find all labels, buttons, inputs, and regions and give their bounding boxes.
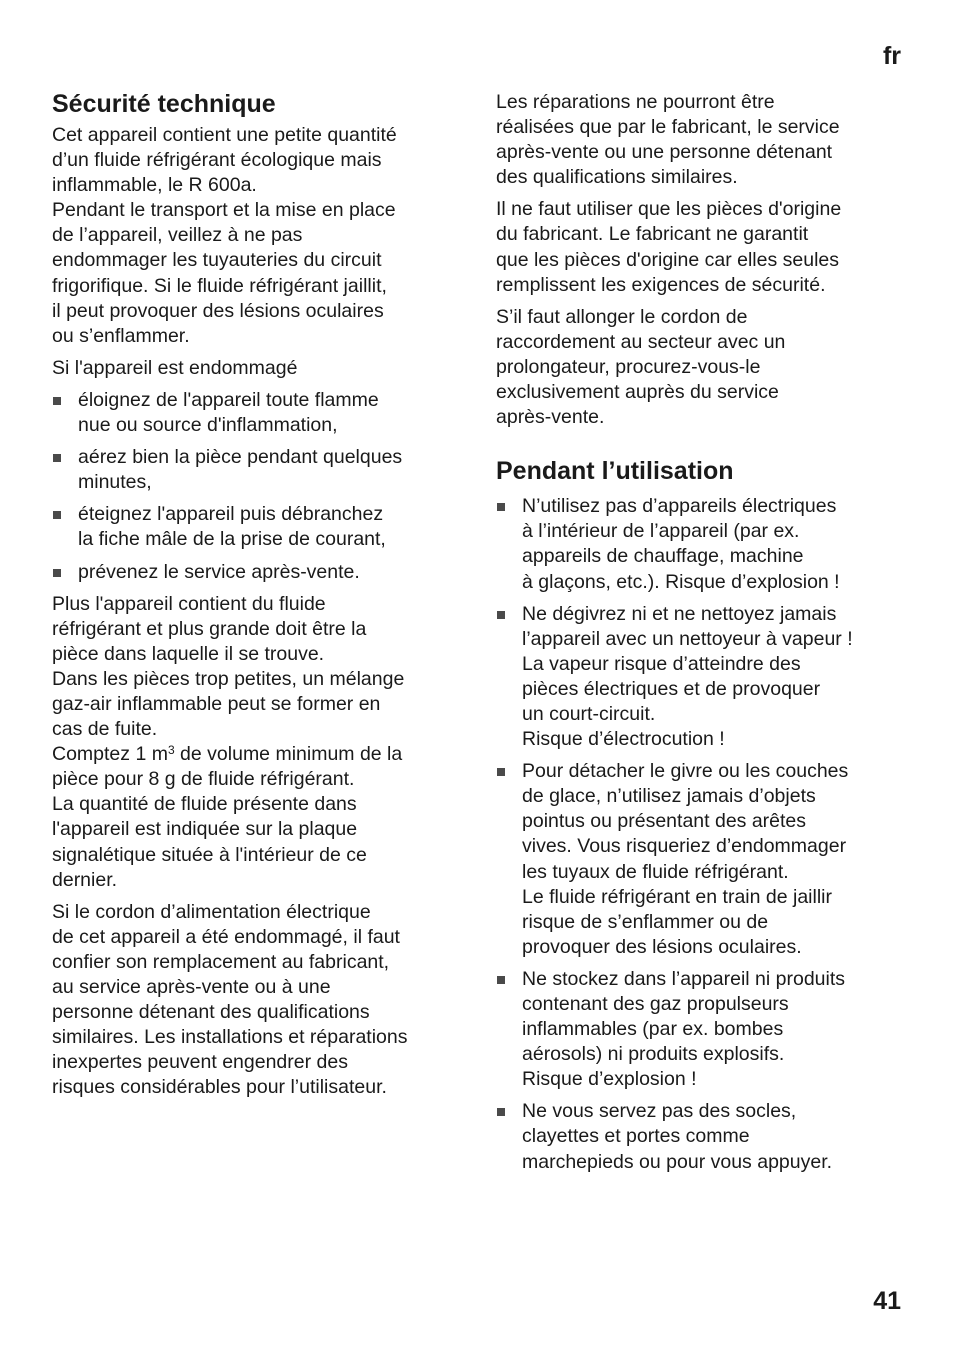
language-tag: fr (882, 42, 901, 70)
text-line: réfrigérant et plus grande doit être la (52, 617, 367, 640)
text-line: après-vente. (496, 406, 605, 429)
bullet-text-line: Ne vous servez pas des socles, (522, 1100, 797, 1123)
text-line: Plus l'appareil contient du fluide (52, 592, 326, 615)
square-bullet-icon (53, 454, 61, 462)
volume-line: Comptez 1 $m^3$ de volume minimum de la (52, 743, 403, 766)
bullet-text-line: Pour détacher le givre ou les couches (522, 760, 849, 783)
bullet-text-line: Risque d’électrocution ! (522, 728, 725, 751)
text-line: de l’appareil, veillez à ne pas (52, 224, 303, 247)
bullet-text-line: de glace, n’utilisez jamais d’objets (522, 785, 816, 808)
text-line: S’il faut allonger le cordon de (496, 305, 748, 328)
bullet-text-line: éteignez l'appareil puis débranchez (78, 503, 384, 526)
square-bullet-icon (53, 397, 61, 405)
bullet-text-line: Ne dégivrez ni et ne nettoyez jamais (522, 602, 837, 625)
bullet-item (496, 967, 902, 1092)
left-column (52, 89, 457, 1107)
text-line: frigorifique. Si le fluide réfrigérant jaillit, (52, 274, 387, 297)
usage-bullet-list (496, 494, 902, 1174)
damaged-label: Si l'appareil est endommagé (52, 356, 298, 379)
bullet-item (496, 759, 902, 960)
bullet-text-line: La vapeur risque d’atteindre des (522, 652, 801, 675)
text-line: similaires. Les installations et réparations (52, 1026, 408, 1049)
text-line: gaz-air inflammable peut se former en (52, 692, 381, 715)
bullet-text-line: inflammables (par ex. bombes (522, 1018, 784, 1041)
page-number: 41 (873, 1287, 901, 1315)
text-line: La quantité de fluide présente dans (52, 793, 357, 816)
square-bullet-icon (497, 503, 505, 511)
bullet-text-line: pièces électriques et de provoquer (522, 677, 821, 700)
text-line: remplissent les exigences de sécurité. (496, 273, 826, 296)
intro-paragraph (52, 123, 457, 349)
bullet-text-line: provoquer des lésions oculaires. (522, 935, 802, 958)
text-line: des qualifications similaires. (496, 166, 738, 189)
bullet-text-line: Ne stockez dans l’appareil ni produits (522, 967, 846, 990)
bullet-text-line: l’appareil avec un nettoyeur à vapeur ! (522, 627, 853, 650)
text-line: il peut provoquer des lésions oculaires (52, 299, 384, 322)
square-bullet-icon (53, 569, 61, 577)
bullet-item (496, 602, 902, 753)
text-line: Si le cordon d’alimentation électrique (52, 900, 371, 923)
bullet-text-line: clayettes et portes comme (522, 1125, 750, 1148)
text-line: signalétique située à l'intérieur de ce (52, 843, 367, 866)
text-line: pièce dans laquelle il se trouve. (52, 642, 325, 665)
text-line: Il ne faut utiliser que les pièces d'origine (496, 198, 842, 221)
bullet-item (496, 1099, 902, 1174)
text-line: inexpertes peuvent engendrer des (52, 1051, 348, 1074)
extension-cord-paragraph (496, 305, 902, 430)
bullet-text-line: à l’intérieur de l’appareil (par ex. (522, 520, 800, 543)
power-cord-paragraph (52, 900, 457, 1101)
bullet-text-line: la fiche mâle de la prise de courant, (78, 528, 386, 551)
bullet-text-line: contenant des gaz propulseurs (522, 993, 789, 1015)
text-line: Pendant le transport et la mise en place (52, 199, 396, 222)
bullet-item (52, 445, 457, 495)
square-bullet-icon (497, 768, 505, 776)
text-line: de cet appareil a été endommagé, il faut (52, 925, 400, 948)
text-line: au service après-vente ou à une (52, 976, 331, 998)
original-parts-paragraph (496, 197, 902, 297)
right-column (496, 90, 902, 1182)
bullet-text-line: un court-circuit. (522, 702, 656, 725)
bullet-text-line: vives. Vous risqueriez d’endommager (522, 835, 847, 858)
text-line: après-vente ou une personne détenant (496, 141, 833, 164)
text-line: risques considérables pour l’utilisateur. (52, 1076, 387, 1099)
square-bullet-icon (497, 976, 505, 984)
text-line: pièce pour 8 g de fluide réfrigérant. (52, 768, 355, 791)
bullet-text-line: prévenez le service après-vente. (78, 560, 360, 583)
text-line: exclusivement auprès du service (496, 381, 779, 404)
text-line: confier son remplacement au fabricant, (52, 950, 390, 973)
bullet-text-line: appareils de chauffage, machine (522, 545, 804, 568)
bullet-item (496, 494, 902, 594)
text-line: Dans les pièces trop petites, un mélange (52, 667, 405, 690)
bullet-text-line: aérez bien la pièce pendant quelques (78, 446, 403, 469)
text-line: ou s’enflammer. (52, 324, 190, 347)
square-bullet-icon (497, 611, 505, 619)
text-line: cas de fuite. (52, 718, 158, 741)
volume-paragraph (52, 592, 457, 893)
bullet-text-line: pointus ou présentant des arêtes (522, 810, 807, 833)
text-line: l'appareil est indiquée sur la plaque (52, 818, 358, 841)
bullet-text-line: les tuyaux de fluide réfrigérant. (522, 860, 789, 883)
text-line: personne détenant des qualifications (52, 1001, 370, 1024)
bullet-text-line: éloignez de l'appareil toute flamme (78, 388, 379, 411)
square-bullet-icon (53, 511, 61, 519)
section-title-during-use: Pendant l’utilisation (496, 457, 734, 486)
bullet-text-line: minutes, (78, 471, 152, 494)
bullet-item (52, 388, 457, 438)
bullet-text-line: aérosols) ni produits explosifs. (522, 1043, 785, 1066)
repairs-paragraph (496, 90, 902, 190)
bullet-text-line: à glaçons, etc.). Risque d’explosion ! (522, 570, 840, 593)
bullet-text-line: nue ou source d'inflammation, (78, 414, 338, 437)
text-line: que les pièces d'origine car elles seules (496, 248, 840, 271)
bullet-text-line: risque de s’enflammer ou de (522, 910, 769, 933)
bullet-text-line: Le fluide réfrigérant en train de jaillir (522, 885, 833, 908)
bullet-item (52, 502, 457, 552)
text-line: réalisées que par le fabricant, le service (496, 116, 840, 139)
text-line: du fabricant. Le fabricant ne garantit (496, 223, 809, 246)
text-line: raccordement au secteur avec un (496, 330, 786, 353)
bullet-text-line: marchepieds ou pour vous appuyer. (522, 1150, 833, 1173)
bullet-text-line: N’utilisez pas d’appareils électriques (522, 495, 837, 518)
text-line: dernier. (52, 868, 118, 891)
damaged-bullet-list (52, 388, 457, 585)
bullet-text-line: Risque d’explosion ! (522, 1068, 697, 1091)
square-bullet-icon (497, 1108, 505, 1116)
text-line: prolongateur, procurez-vous-le (496, 355, 761, 378)
text-line: endommager les tuyauteries du circuit (52, 249, 382, 272)
section-title-technical-safety: Sécurité technique (52, 90, 276, 118)
text-line: inflammable, le R 600a. (52, 174, 257, 197)
bullet-item (52, 560, 457, 585)
text-line: d’un fluide réfrigérant écologique mais (52, 149, 382, 172)
text-line: Cet appareil contient une petite quantité (52, 124, 397, 146)
text-line: Les réparations ne pourront être (496, 91, 775, 113)
